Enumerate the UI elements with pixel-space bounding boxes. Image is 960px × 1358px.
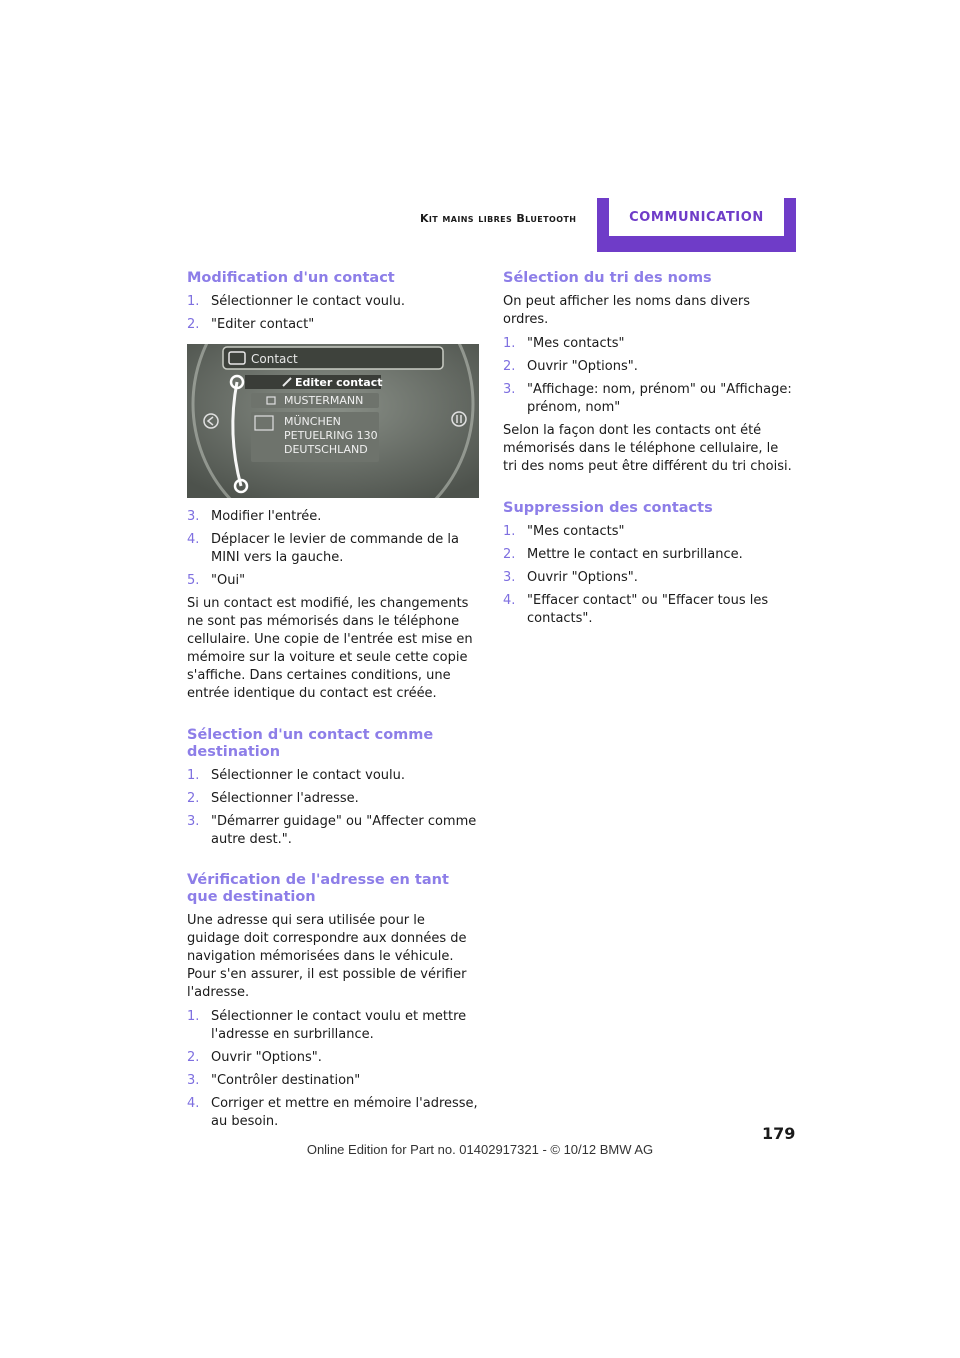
step-text: "Effacer contact" ou "Effacer tous les contacts". — [527, 593, 769, 626]
step-item — [187, 1072, 479, 1090]
left-column — [187, 270, 479, 1136]
step-item — [187, 790, 479, 808]
step-item — [503, 335, 796, 353]
steps-sorting — [503, 335, 796, 417]
screen-address-street: PETUELRING 130 — [284, 429, 378, 442]
step-item — [503, 592, 796, 628]
step-number: 1. — [187, 768, 200, 783]
step-number: 3. — [187, 814, 200, 829]
step-text: Mettre le contact en surbrillance. — [527, 547, 743, 562]
screen-contact-name: MUSTERMANN — [284, 394, 364, 407]
step-number: 1. — [187, 1009, 200, 1024]
step-item — [187, 572, 479, 590]
step-number: 4. — [187, 532, 200, 547]
screen-address-country: DEUTSCHLAND — [284, 443, 368, 456]
step-item — [503, 569, 796, 587]
step-text: "Mes contacts" — [527, 524, 625, 539]
step-text: "Mes contacts" — [527, 336, 625, 351]
heading-deletion: Suppression des contacts — [503, 500, 713, 516]
step-item — [187, 531, 479, 567]
step-text: Ouvrir "Options". — [527, 570, 638, 585]
step-number: 2. — [503, 547, 516, 562]
idrive-contact-screen — [187, 344, 479, 498]
step-item — [187, 1049, 479, 1067]
heading-destination: Sélection d'un contact comme destination — [187, 727, 434, 760]
step-item — [503, 381, 796, 417]
step-item — [187, 767, 479, 785]
page-number: 179 — [762, 1124, 796, 1143]
step-number: 1. — [187, 294, 200, 309]
steps-destination — [187, 767, 479, 849]
para-sorting-intro: On peut afficher les noms dans divers ordres. — [503, 294, 751, 327]
step-number: 2. — [187, 1050, 200, 1065]
step-item — [503, 546, 796, 564]
heading-verification: Vérification de l'adresse en tant que destination — [187, 872, 449, 905]
step-item — [503, 358, 796, 376]
step-item — [187, 508, 479, 526]
step-text: "Oui" — [211, 573, 246, 588]
step-text: Sélectionner l'adresse. — [211, 791, 359, 806]
step-text: "Démarrer guidage" ou "Affecter comme autre dest.". — [211, 814, 477, 847]
step-text: "Editer contact" — [211, 317, 315, 332]
step-number: 2. — [503, 359, 516, 374]
step-text: Ouvrir "Options". — [211, 1050, 322, 1065]
step-item — [187, 813, 479, 849]
step-number: 3. — [503, 382, 516, 397]
step-number: 2. — [187, 317, 200, 332]
step-number: 1. — [503, 524, 516, 539]
step-number: 3. — [187, 509, 200, 524]
para-verification: Une adresse qui sera utilisée pour le guidage doit correspondre aux données de navigation mémorisées dans le véhicule. Pour s'en assurer, il est possible de vérifier l'adresse. — [187, 913, 467, 1000]
screen-address-city: MÜNCHEN — [284, 415, 341, 428]
step-text: "Affichage: nom, prénom" ou "Affichage: prénom, nom" — [527, 382, 792, 415]
step-number: 5. — [187, 573, 200, 588]
step-item — [187, 1095, 479, 1131]
step-text: "Contrôler destination" — [211, 1073, 361, 1088]
step-text: Sélectionner le contact voulu et mettre l'adresse en surbrillance. — [211, 1009, 467, 1042]
step-number: 4. — [187, 1096, 200, 1111]
step-item — [187, 293, 479, 311]
step-number: 2. — [187, 791, 200, 806]
step-item — [187, 1008, 479, 1044]
step-number: 4. — [503, 593, 516, 608]
heading-modification: Modification d'un contact — [187, 270, 395, 286]
steps-modification-a — [187, 293, 479, 334]
para-modification: Si un contact est modifié, les changements ne sont pas mémorisés dans le téléphone cellulaire. Une copie de l'entrée est mise en mémoire sur la voiture et seule cette copie s'affiche. Dans certaines conditions, une entrée identique du contact est créée. — [187, 596, 473, 701]
footer-edition: Online Edition for Part no. 01402917321 - © 10/12 BMW AG — [306, 1142, 654, 1157]
steps-deletion — [503, 523, 796, 628]
step-item — [187, 316, 479, 334]
steps-verification — [187, 1008, 479, 1131]
step-text: Sélectionner le contact voulu. — [211, 768, 406, 783]
chapter-tab-label: COMMUNICATION — [609, 198, 784, 236]
step-item — [503, 523, 796, 541]
step-text: Déplacer le levier de commande de la MINI vers la gauche. — [211, 532, 459, 565]
para-sorting-note: Selon la façon dont les contacts ont été mémorisés dans le téléphone cellulaire, le tri des noms peut être différent du tri choisi. — [503, 423, 792, 474]
right-column — [503, 270, 796, 633]
step-number: 3. — [187, 1073, 200, 1088]
section-title: Kit mains libres Bluetooth — [420, 212, 577, 225]
step-text: Corriger et mettre en mémoire l'adresse, au besoin. — [211, 1096, 478, 1129]
step-number: 3. — [503, 570, 516, 585]
step-number: 1. — [503, 336, 516, 351]
screen-menu-edit: Editer contact — [295, 376, 383, 389]
step-text: Sélectionner le contact voulu. — [211, 294, 406, 309]
step-text: Ouvrir "Options". — [527, 359, 638, 374]
steps-modification-b — [187, 508, 479, 590]
step-text: Modifier l'entrée. — [211, 509, 322, 524]
screen-header: Contact — [251, 352, 298, 366]
heading-sorting: Sélection du tri des noms — [503, 270, 712, 286]
chapter-tab — [597, 198, 796, 252]
